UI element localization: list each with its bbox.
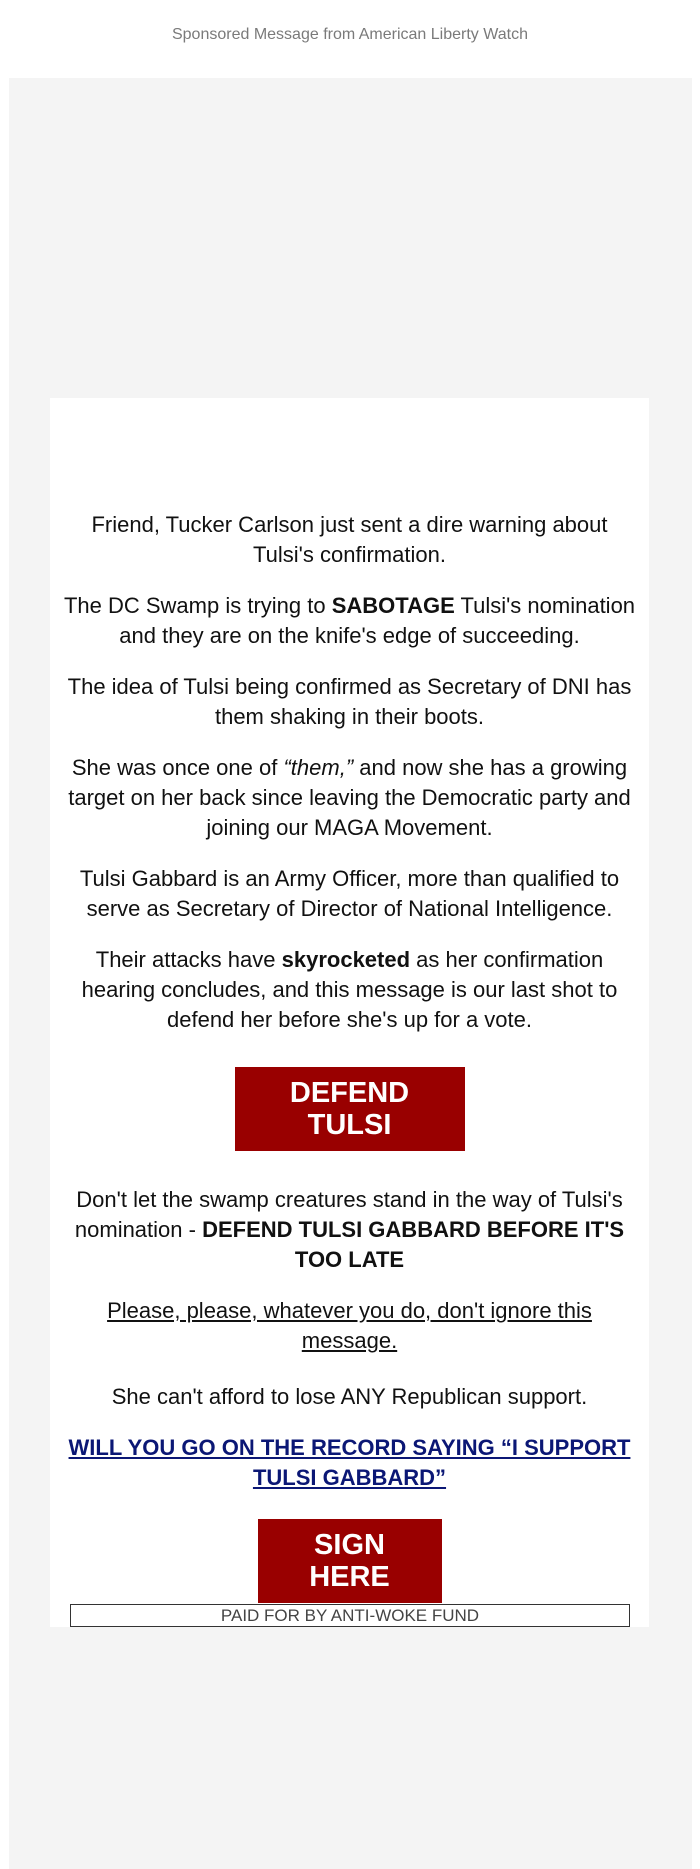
paid-for-disclaimer: PAID FOR BY ANTI-WOKE FUND <box>70 1604 630 1627</box>
text: Their attacks have <box>95 947 282 972</box>
text: The DC Swamp is trying to <box>63 593 332 618</box>
email-content <box>62 510 637 1637</box>
text: Don't let the swamp creatures stand in the way of Tulsi's nomination - <box>74 1187 623 1242</box>
email-card <box>50 398 649 1627</box>
paragraph-swamp <box>62 1185 637 1275</box>
text: Tulsi's nomination and they are on the knife's edge of succeeding. <box>119 593 636 648</box>
record-link-paragraph <box>62 1433 637 1493</box>
paragraph-sabotage <box>62 591 637 651</box>
text: as her confirmation hearing concludes, and this message is our last shot to defend her before she's up for a vote. <box>81 947 618 1032</box>
paragraph-army-officer: Tulsi Gabbard is an Army Officer, more than qualified to serve as Secretary of Director of National Intelligence. <box>79 866 620 921</box>
paragraph-them <box>62 753 637 843</box>
defend-tulsi-button[interactable]: DEFEND TULSI <box>235 1067 465 1151</box>
defend-button-wrap <box>62 1067 637 1151</box>
paragraph-republican-support: She can't afford to lose ANY Republican support. <box>111 1384 588 1409</box>
sponsor-header: Sponsored Message from American Liberty Watch <box>171 26 528 43</box>
paragraph-warning: Friend, Tucker Carlson just sent a dire warning about Tulsi's confirmation. <box>91 512 608 567</box>
paragraph-dni: The idea of Tulsi being confirmed as Secretary of DNI has them shaking in their boots. <box>67 674 632 729</box>
sign-here-button[interactable]: SIGN HERE <box>258 1519 442 1603</box>
italic-text: “them,” <box>283 755 354 780</box>
sign-button-wrap <box>62 1519 637 1603</box>
text: She was once one of <box>71 755 284 780</box>
bold-text: DEFEND TULSI GABBARD BEFORE IT'S TOO LATE <box>202 1217 625 1272</box>
text: and now she has a growing target on her back since leaving the Democratic party and joining our MAGA Movement. <box>68 755 631 840</box>
paragraph-attacks <box>62 945 637 1035</box>
paragraph-ignore-message: Please, please, whatever you do, don't ignore this message. <box>107 1298 592 1353</box>
bold-text: SABOTAGE <box>331 593 455 618</box>
support-tulsi-link[interactable]: WILL YOU GO ON THE RECORD SAYING “I SUPPORT TULSI GABBARD” <box>68 1435 631 1490</box>
bold-text: skyrocketed <box>281 947 411 972</box>
